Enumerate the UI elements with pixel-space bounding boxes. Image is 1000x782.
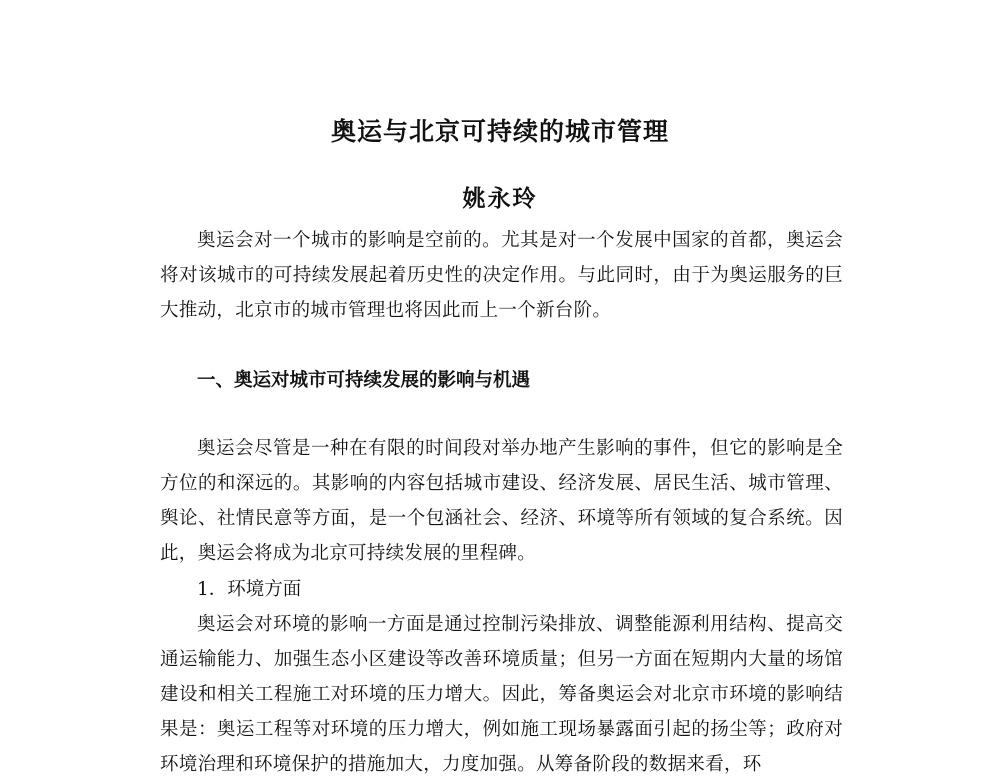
document-title: 奥运与北京可持续的城市管理: [330, 117, 669, 146]
section-heading: 一、奥运对城市可持续发展的影响与机遇: [197, 370, 531, 391]
intro-paragraph: 奥运会对一个城市的影响是空前的。尤其是对一个发展中国家的首都，奥运会将对该城市的可持续发展起着历史性的决定作用。与此同时，由于为奥运服务的巨大推动，北京市的城市管理也将因此而上一个新台阶。: [160, 230, 843, 321]
section-paragraph: 奥运会尽管是一种在有限的时间段对举办地产生影响的事件，但它的影响是全方位的和深远的。其影响的内容包括城市建设、经济发展、居民生活、城市管理、舆论、社情民意等方面，是一个包涵社会、经济、环境等所有领域的复合系统。因此，奥运会将成为北京可持续发展的里程碑。: [160, 438, 843, 564]
subsection-heading: 1．环境方面: [197, 579, 302, 600]
author-name: 姚永玲: [462, 186, 538, 212]
subsection-paragraph: 奥运会对环境的影响一方面是通过控制污染排放、调整能源利用结构、提高交通运输能力、加强生态小区建设等改善环境质量；但另一方面在短期内大量的场馆建设和相关工程施工对环境的压力增大。因此，筹备奥运会对北京市环境的影响结果是：奥运工程等对环境的压力增大，例如施工现场暴露面引起的扬尘等；政府对环境治理和环境保护的措施加大，力度加强。从筹备阶段的数据来看，环: [160, 614, 843, 775]
